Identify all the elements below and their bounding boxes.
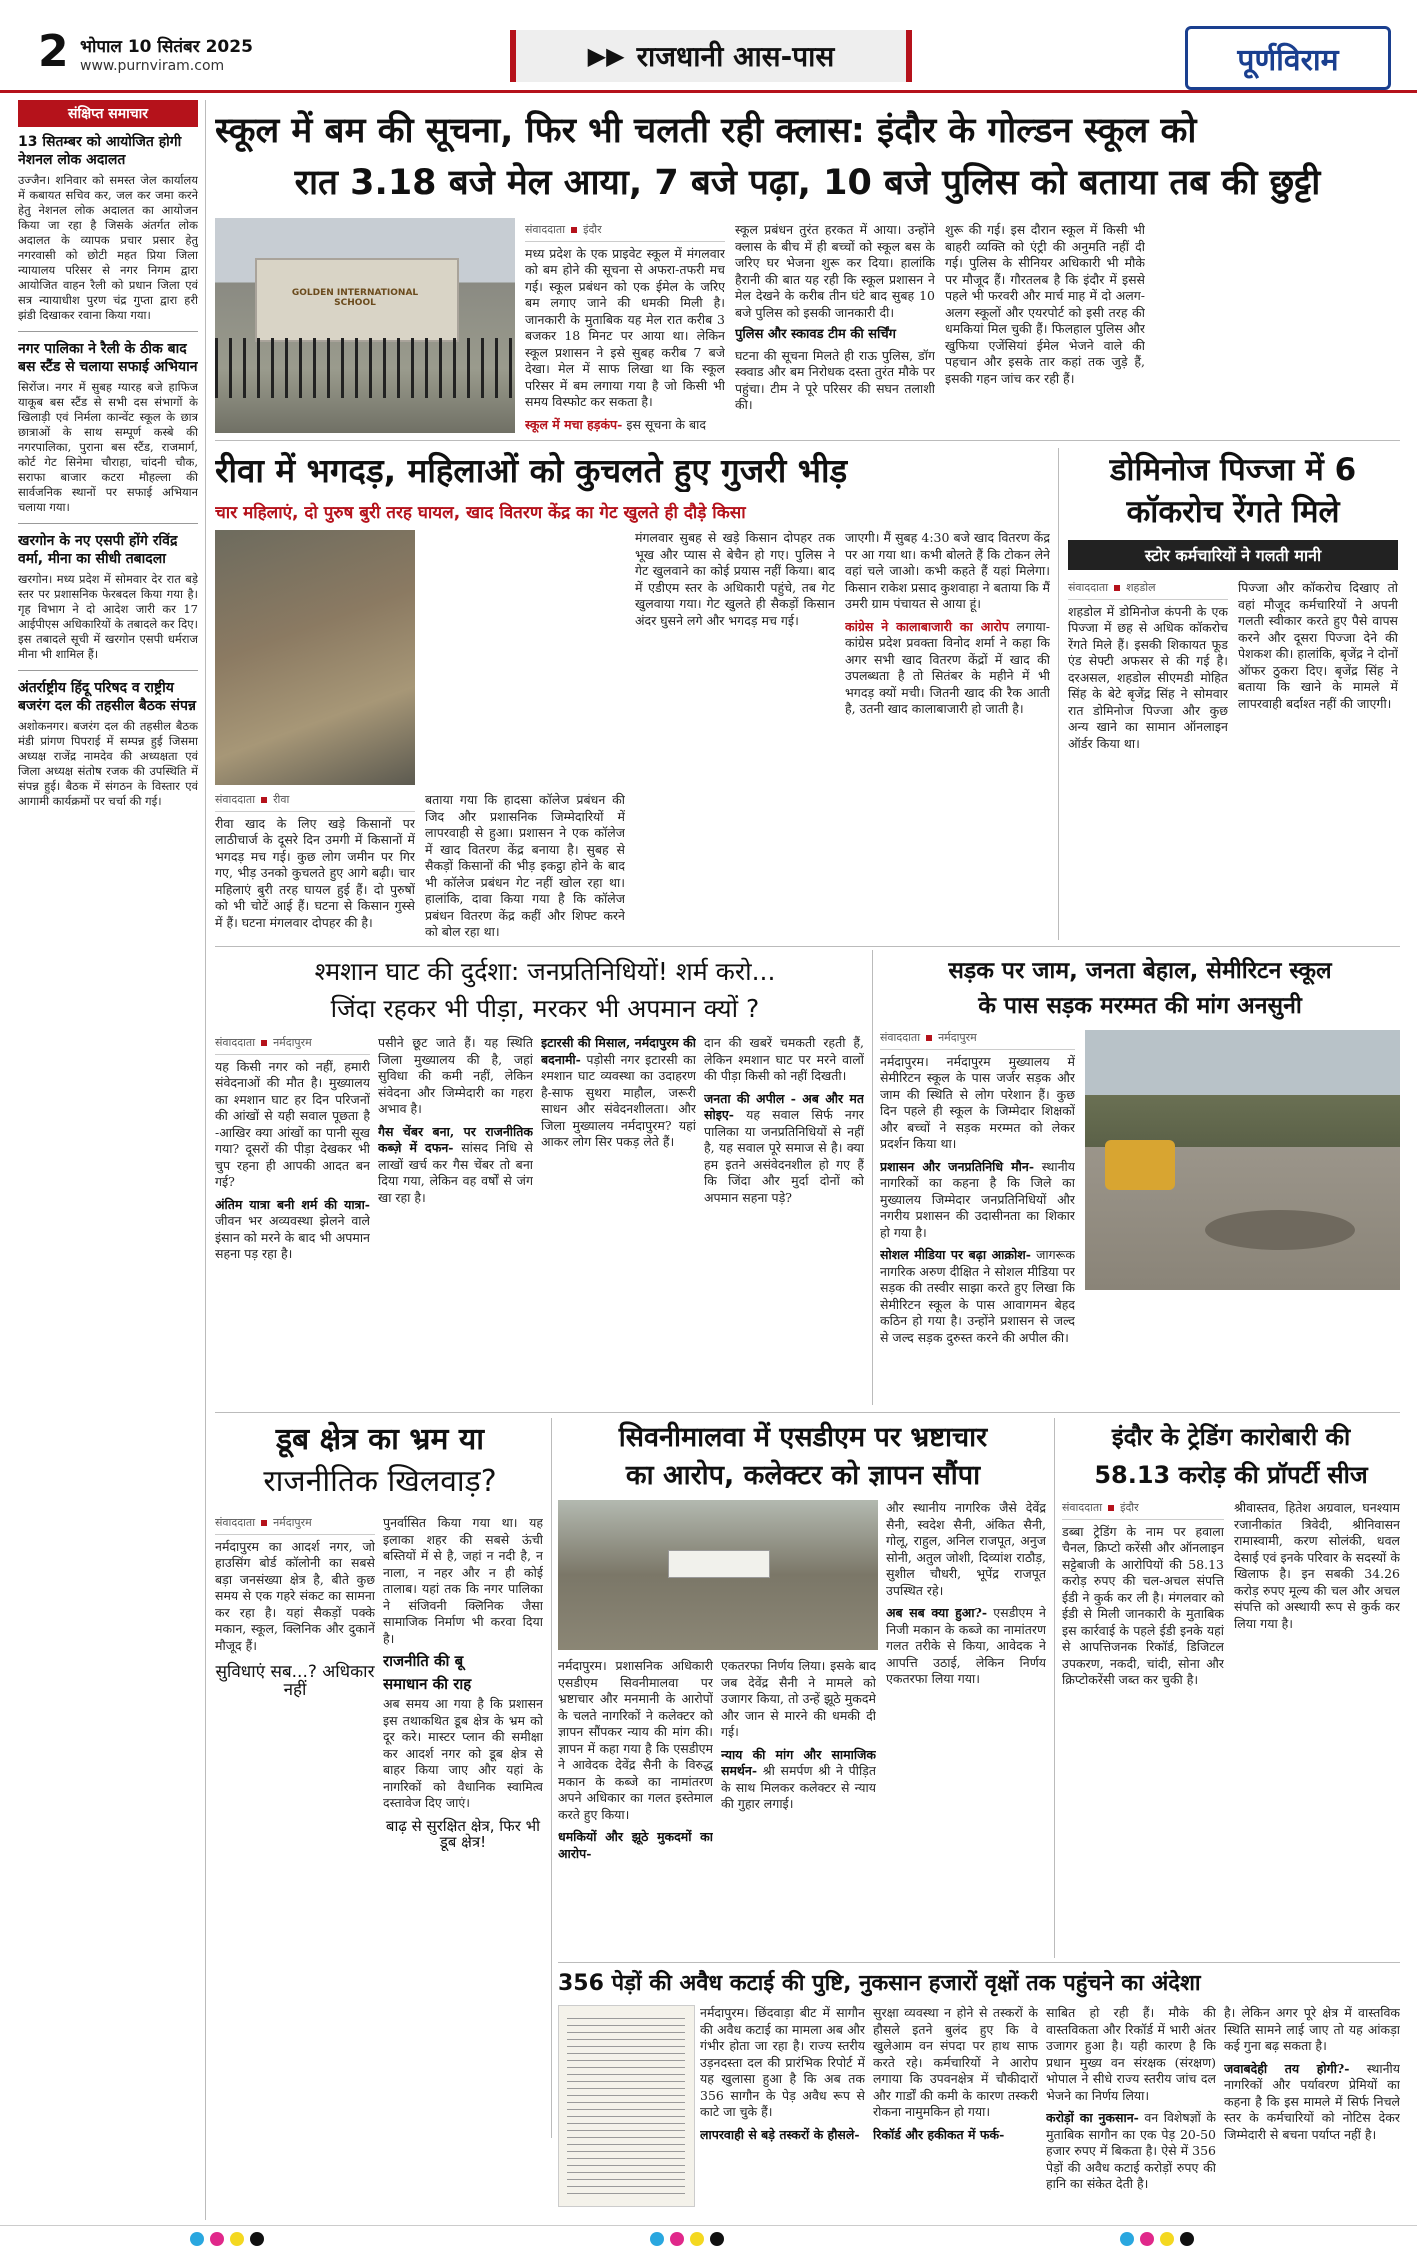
byline: संवाददाता इंदौर (525, 222, 725, 242)
paragraph: सांसद निधि से लाखों खर्च कर गैस चेंबर तो बना दिया गया, लेकिन वह वर्षों से जंग खा रहा है। (378, 1140, 533, 1205)
brand-logo (1185, 26, 1391, 90)
doob-col-2 (383, 1515, 543, 2215)
divider (18, 331, 198, 332)
masthead (0, 0, 1417, 93)
paragraph: नर्मदापुरम का आदर्श नगर, जो हाउसिंग बोर्ड कॉलोनी का सबसे बड़ा जनसंख्या क्षेत्र है, बीते कुछ समय से एक गहरे संकट का सामना कर रहा है। यहां सैकड़ों पक्के मकान, स्कूल, क्लिनिक और दुकानें मौजूद हैं। (215, 1538, 375, 1653)
paragraph: जाएगी। मैं सुबह 4:30 बजे खाद वितरण केंद्र पर आ गया था। कभी बोलते हैं कि टोकन लेने वहां चले जाओ। कभी कहते हैं यहां मिलेगा। किसान राकेश प्रसाद कुशवाहा ने बताया कि मैं उमरी ग्राम पंचायत से आया हूं। (845, 530, 1050, 611)
subhead: सोशल मीडिया पर बढ़ा आक्रोश- (880, 1247, 1031, 1262)
subhead: करोड़ों का नुकसान- (1046, 2110, 1139, 2125)
paragraph: एसडीएम ने निजी मकान के कब्जे का नामांतरण गलत तरीके से किया, आवेदक ने आपत्ति उठाई, लेकिन निर्णय एकतरफा लिया गया। (886, 1605, 1046, 1686)
doob-headline-line-1: डूब क्षेत्र का भ्रम या (275, 1422, 485, 1457)
brief-title: नगर पालिका ने रैली के ठीक बाद बस स्टैंड से चलाया सफाई अभियान (18, 341, 198, 375)
subhead: स्कूल में मचा हड़कंप- (525, 416, 623, 432)
school-sign: GOLDEN INTERNATIONAL SCHOOL (291, 288, 419, 308)
paragraph: है। लेकिन अगर पूरे क्षेत्र में वास्तविक स्थिति सामने लाई जाए तो यह आंकड़ा कई गुना बढ़ सकता है। (1224, 2005, 1400, 2053)
registration-mark-yellow (1160, 2232, 1174, 2246)
paragraph: यह सवाल सिर्फ नगर पालिका या जनप्रतिनिधियों से नहीं है, यह सवाल पूरे समाज से है। क्या हम इतने असंवेदनशील हो गए हैं कि जिंदा और मुर्दा दोनों को अपमान सहना पड़े? (704, 1107, 864, 1205)
dominos-headline-line-2: कॉकरोच रेंगते मिले (1126, 494, 1340, 530)
trees-headline: 356 पेड़ों की अवैध कटाई की पुष्टि, नुकसान हजारों वृक्षों तक पहुंचने का अंदेशा (558, 1971, 1201, 1996)
doob-headline-line-2: राजनीतिक खिलवाड़? (263, 1464, 497, 1499)
protest-banner (668, 1550, 770, 1578)
subhead: अंतिम यात्रा बनी शर्म की यात्रा- (215, 1196, 370, 1212)
paragraph: लगाया- कांग्रेस प्रदेश प्रवक्ता विनोद शर्मा ने कहा कि अगर सभी खाद वितरण केंद्रों में खाद की उपलब्धता है तो सितंबर के महीने में भी भगदड़ क्यों मची। जितनी खाद की रैक आती है, उतनी खाद कालाबाजारी हो जाती है। (845, 618, 1050, 716)
divider (558, 1962, 1400, 1963)
doob-callout-footer: बाढ़ से सुरक्षित क्षेत्र, फिर भी डूब क्षेत्र! (385, 1816, 541, 1851)
dominos-col-1 (1068, 580, 1228, 938)
rewa-col-2 (425, 792, 625, 942)
subhead: न्याय की मांग और सामाजिक समर्थन- (721, 1746, 876, 1778)
registration-mark-yellow (690, 2232, 704, 2246)
subhead: रिकॉर्ड और हकीकत में फर्क- (873, 2126, 1005, 2142)
subhead: जनता की अपील - अब और मत सोइए- (704, 1090, 864, 1122)
sadak-col-1 (880, 1030, 1075, 1405)
dominos-col-2 (1238, 580, 1398, 938)
rewa-photo-injured-women (215, 530, 415, 785)
paragraph: मध्य प्रदेश के एक प्राइवेट स्कूल में मंगलवार को बम होने की सूचना से अफरा-तफरी मच गई। स्कूल प्रबंधन को एक ईमेल के जरिए बम लगाए जाने की धमकी मिली है। जानकारी के मुताबिक यह मेल रात करीब 3 बजकर 18 मिनट पर आया था। लेकिन स्कूल प्रशासन ने इसे सुबह करीब 7 बजे देखा। मेल में साफ लिखा था कि स्कूल परिसर में बम लगाया गया है जो किसी भी समय विस्फोट कर सकता है। (525, 245, 725, 409)
lead-headline-line-1: स्कूल में बम की सूचना, फिर भी चलती रही क्लास: इंदौर के गोल्डन स्कूल को (215, 111, 1197, 151)
lead-headline-line-2: रात 3.18 बजे मेल आया, 7 बजे पढ़ा, 10 बजे पुलिस को बताया तब की छुट्टी (294, 163, 1321, 203)
column-rule (872, 950, 873, 1405)
column-rule (1054, 1418, 1055, 1958)
subhead: पुलिस और स्कावड टीम की सर्चिंग (735, 327, 896, 342)
lead-story-col-2 (735, 222, 935, 434)
paragraph: साबित हो रही हैं। मौके की वास्तविकता और रिकॉर्ड में भारी अंतर उजागर हुआ है। यही कारण है कि प्रधान मुख्य वन संरक्षक (संरक्षण) भोपाल ने सीधे राज्य स्तरीय जांच दल भेजने का निर्णय लिया। (1046, 2005, 1216, 2103)
subhead: समाधान की राह (383, 1674, 472, 1693)
rewa-col-4 (845, 530, 1050, 940)
sivni-photo-memorandum-group (558, 1500, 878, 1650)
shamshan-col-1 (215, 1035, 370, 1405)
paragraph: नर्मदापुरम। छिंदवाड़ा बीट में सागौन की अवैध कटाई का मामला अब और गंभीर होता जा रहा है। राज्य स्तरीय उड़नदस्ता दल की प्रारंभिक रिपोर्ट में यह खुलासा हुआ है कि अब तक 356 सागौन के पेड़ अवैध रूप से काटे जा चुके हैं। (700, 2005, 865, 2119)
paragraph: वन विशेषज्ञों के मुताबिक सागौन का एक पेड़ 20-50 हजार रुपए में बिकता है। ऐसे में 356 पेड़ों की अवैध कटाई करोड़ों रुपए की हानि का संकेत देती है। (1046, 2110, 1216, 2191)
paragraph: सुरक्षा व्यवस्था न होने से तस्करों के हौसले इतने बुलंद हुए कि वे खुलेआम वन संपदा पर हाथ साफ करते रहे। कर्मचारियों ने आरोप लगाया कि उपवनक्षेत्र में चौकीदारों और गार्डों की कमी के कारण तस्करी रोकना नामुमकिन हो गया। (873, 2005, 1038, 2119)
dominos-headline-line-1: डोमिनोज पिज्जा में 6 (1109, 452, 1357, 488)
subhead: इटारसी की मिसाल, नर्मदापुरम की बदनामी- (541, 1035, 696, 1067)
sadak-headline-line-1: सड़क पर जाम, जनता बेहाल, सेमीरिटन स्कूल (948, 958, 1332, 984)
doob-col-1 (215, 1515, 375, 2215)
sadak-headline-line-2: के पास सड़क मरम्मत की मांग अनसुनी (978, 993, 1302, 1019)
divider (215, 1412, 1400, 1413)
sidebar-news-briefs (18, 100, 198, 2220)
subhead: अब सब क्या हुआ?- (886, 1605, 988, 1620)
trees-col-2 (873, 2005, 1038, 2215)
divider (215, 946, 1400, 947)
paragraph: पिज्जा और कॉकरोच दिखाए तो वहां मौजूद कर्मचारियों ने अपनी गलती स्वीकार करते हुए पैसे वापस करने और दूसरा पिज्जा देने की पेशकश की। हालांकि, बृजेंद्र ने दोनों ऑफर ठुकरा दिए। बृजेंद्र सिंह ने बताया कि खाने के मामले में लापरवाही बर्दाश्त नहीं की जाएगी। (1238, 580, 1398, 711)
rewa-col-1 (215, 792, 415, 942)
paragraph: नर्मदापुरम। नर्मदापुरम मुख्यालय में सेमीरिटन स्कूल के पास जर्जर सड़क और जाम की स्थिति से लोग परेशान हैं। कुछ दिन पहले ही स्कूल के जिम्मेदार शिक्षकों और बच्चों ने सड़क मरम्मत को लेकर प्रदर्शन किया था। (880, 1053, 1075, 1151)
registration-mark-black (250, 2232, 264, 2246)
shamshan-col-2 (378, 1035, 533, 1405)
subhead: धमकियों और झूठे मुकदमों का आरोप- (558, 1829, 713, 1861)
registration-mark-black (710, 2232, 724, 2246)
brief-title: 13 सितम्बर को आयोजित होगी नेशनल लोक अदालत (18, 134, 182, 168)
paragraph: पड़ोसी नगर इटारसी का श्मशान घाट व्यवस्था का उदाहरण है-साफ सुथरा माहौल, जरूरी साधन और संवेदनशीलता। और जिला मुख्यालय नर्मदापुरम? यहां आकर लोग सिर पकड़ लेते हैं। (541, 1051, 696, 1149)
paragraph: पसीने छूट जाते हैं। यह स्थिति जिला मुख्यालय की है, जहां सुविधा की कमी नहीं, लेकिन संवेदना और जिम्मेदारी का गहरा अभाव है। (378, 1035, 533, 1116)
road-vehicle (1105, 1140, 1175, 1190)
paragraph: जीवन भर अव्यवस्था झेलने वाले इंसान को मरने के बाद भी अपमान सहना पड़ रहा है। (215, 1213, 370, 1261)
shamshan-headline-line-2: जिंदा रहकर भी पीड़ा, मरकर भी अपमान क्यों ? (330, 994, 760, 1023)
byline: संवाददाता नर्मदापुरम (215, 1035, 370, 1055)
paragraph: स्कूल प्रबंधन तुरंत हरकत में आया। उन्होंने क्लास के बीच में ही बच्चों को स्कूल बस के जरिए घर भेजना शुरू कर दिया। हालांकि हैरानी की बात यह रही कि स्कूल प्रशासन ने मेल देखने के करीब तीन घंटे बाद सुबह 10 बजे पुलिस को इसकी जानकारी दी। (735, 222, 935, 320)
paragraph: श्रीवास्तव, हितेश अग्रवाल, घनश्याम रजानीकांत त्रिवेदी, श्रीनिवासन रामास्वामी, करण सोलंकी, धवल देसाई एवं इनके परिवार के सदस्यों के खिलाफ है। इन सबकी 34.26 करोड़ रुपए मूल्य की चल और अचल संपत्ति को अस्थायी रूप से कुर्क कर लिया गया है। (1234, 1500, 1400, 1631)
trees-col-3 (1046, 2005, 1216, 2215)
callout: सुविधाएं सब...? अधिकार नहीं (215, 1662, 375, 1700)
paragraph: श्री समर्पण श्री ने पीड़ित के साथ मिलकर कलेक्टर से न्याय की गुहार लगाई। (721, 1763, 876, 1811)
paragraph: एकतरफा निर्णय लिया। इसके बाद जब देवेंद्र सैनी ने मामले को उजागर किया, तो उन्हें झूठे मुकदमे और जान से मारने की धमकी दी गई। (721, 1658, 876, 1739)
brief-item (18, 679, 198, 809)
date-line: भोपाल 10 सितंबर 2025 (80, 37, 253, 57)
brief-body: सिरोंज। नगर में सुबह ग्यारह बजे हाफिज याकूब बस स्टैंड से सभी दस संभागों के खिलाड़ी एवं निर्मला कान्वेंट स्कूल के छात्र छात्राओं के साथ सम्पूर्ण कस्बे की नगरपालिका, पुराना बस स्टैंड, राजमार्ग, कोर्ट गेट सिनेमा चौराहा, चांदनी चौक, सराफा बाजार कटरा मौहल्ला की सार्वजनिक स्थानों पर सफाई अभियान चलाया गया। (18, 380, 198, 514)
registration-mark-black (1180, 2232, 1194, 2246)
trees-photo-document (558, 2005, 695, 2207)
paragraph: स्थानीय नागरिकों और पर्यावरण प्रेमियों का कहना है कि इस मामले में सिर्फ निचले स्तर के कर्मचारियों को नोटिस देकर जिम्मेदारी से बचना पर्याप्त नहीं है। (1224, 2060, 1400, 2142)
shamshan-headline-line-1: श्मशान घाट की दुर्दशा: जनप्रतिनिधियों! शर्म करो... (314, 957, 776, 986)
subhead: गैस चेंबर बना, पर राजनीतिक कब्ज़े में दफन- (378, 1123, 533, 1155)
page-number: 2 (38, 26, 69, 77)
brief-item (18, 532, 198, 662)
trees-col-1 (700, 2005, 865, 2215)
sivni-headline-line-2: का आरोप, कलेक्टर को ज्ञापन सौंपा (625, 1460, 981, 1491)
registration-mark-cyan (190, 2232, 204, 2246)
brief-body: खरगोन। मध्य प्रदेश में सोमवार देर रात बड़े स्तर पर प्रशासनिक फेरबदल किया गया है। गृह विभाग ने दो आदेश जारी कर 17 आईपीएस अधिकारियों के तबादले कर दिए। इस तबादले सूची में खरगोन एसपी धर्मराज मीना भी शामिल हैं। (18, 572, 198, 661)
doob-callout-box (215, 1664, 375, 1699)
column-rule (551, 1418, 552, 2138)
byline: संवाददाता इंदौर (1062, 1500, 1224, 1520)
subhead: प्रशासन और जनप्रतिनिधि मौन- (880, 1158, 1035, 1174)
paragraph: पुनर्वासित किया गया था। यह इलाका शहर की सबसे ऊंची बस्तियों में से है, जहां न नदी है, न नाला, न नहर और न ही कोई तालाब। यहां तक कि नगर पालिका ने संजिवनी क्लिनिक जैसा सामाजिक निर्माण भी करवा दिया है। (383, 1515, 543, 1646)
sidebar-header: संक्षिप्त समाचार (18, 100, 198, 127)
registration-mark-magenta (210, 2232, 224, 2246)
brand-name: पूर्णविराम (1237, 42, 1339, 78)
paragraph: नर्मदापुरम। प्रशासनिक अधिकारी एसडीएम सिवनीमालवा पर भ्रष्टाचार और मनमानी के आरोपों के चलते नागरिकों ने कलेक्टर को ज्ञापन सौंपकर न्याय की मांग की। ज्ञापन में कहा गया है कि एसडीएम ने आवेदक देवेंद्र सैनी के विरुद्ध मकान के कब्जे का नामांतरण अपने अधिकार का गलत इस्तेमाल करते हुए किया। (558, 1658, 713, 1822)
footer-bar (0, 2225, 1417, 2252)
column-rule (1058, 448, 1059, 940)
sivni-headline-line-1: सिवनीमालवा में एसडीएम पर भ्रष्टाचार (618, 1422, 988, 1453)
dominos-subhead: स्टोर कर्मचारियों ने गलती मानी (1144, 546, 1322, 565)
gate-bars (215, 338, 515, 398)
brief-body: उज्जैन। शनिवार को समस्त जेल कार्यालय में कबायत सचिव कर, जल कर जमा करने हेतु नेशनल लोक अदालत का आयोजन किया जा रहा है जिसके अंतर्गत लोक अदालत के व्यापक प्रचार प्रसार हेतु नगरवासी को छोटी महत प्रिया जिला न्यायालय परिसर से नगर निगम द्वारा आयोजित वाहन रैली को प्रधान जिला एवं सत्र न्यायाधीश पुरण चंद्र गुप्ता द्वारा हरी झंडी दिखाकर रवाना किया गया। (18, 173, 198, 322)
section-title: राजधानी आस-पास (636, 40, 835, 73)
indore-col-2 (1234, 1500, 1400, 1955)
indore-headline-line-2: 58.13 करोड़ की प्रॉपर्टी सीज (1094, 1461, 1368, 1489)
brief-item (18, 133, 198, 323)
byline: संवाददाता शहडोल (1068, 580, 1228, 600)
subhead: कांग्रेस ने कालाबाजारी का आरोप (845, 618, 1009, 634)
lead-story-col-3 (945, 222, 1145, 434)
registration-mark-magenta (670, 2232, 684, 2246)
brief-title: खरगोन के नए एसपी होंगे रविंद्र वर्मा, मीना का सीधी तबादला (18, 533, 178, 567)
paragraph: मंगलवार सुबह से खड़े किसान दोपहर तक भूख और प्यास से बेचैन हो गए। पुलिस ने गेट खुलवाने का कोई प्रयास नहीं किया। बाद में एडीएम स्तर के अधिकारी पहुंचे, तब गेट खुलवाया गया। गेट खुलते ही सैकड़ों किसान अंदर घुसने लगे और भगदड़ मच गई। (635, 530, 835, 628)
lead-story-col-1 (525, 222, 725, 434)
registration-mark-cyan (650, 2232, 664, 2246)
paragraph: शुरू की गई। इस दौरान स्कूल में किसी भी बाहरी व्यक्ति को एंट्री की अनुमति नहीं दी गई। पुलिस के सीनियर अधिकारी भी मौके पर मौजूद हैं। गौरतलब है कि इंदौर में इससे पहले भी फरवरी और मार्च माह में दो अलग-अलग स्कूलों और एयरपोर्ट को इसी तरह की धमकियां मिल चुकी हैं। फिलहाल पुलिस और खुफिया एजेंसियां ईमेल भेजने वाले की पहचान और इसके तार कहां तक जुड़े हैं, इसकी गहन जांच कर रही हैं। (945, 222, 1145, 386)
paragraph: रीवा खाद के लिए खड़े किसानों पर लाठीचार्ज के दूसरे दिन उमगी में किसानों में भगदड़ मच गई। कुछ लोग जमीन पर गिर गए, भीड़ उनको कुचलते हुए आगे बढ़ी। चार महिलाएं बुरी तरह घायल हुई हैं। दो पुरुषों को भी चोटें आई हैं। घटना से किसान गुस्से में हैं। घटना मंगलवार दोपहर की है। (215, 815, 415, 930)
column-rule (205, 100, 206, 2220)
paragraph: घटना की सूचना मिलते ही राऊ पुलिस, डॉग स्क्वाड और बम निरोधक दस्ता तुरंत मौके पर पहुंचा। टीम ने पूरे परिसर की सघन तलाशी की। (735, 347, 935, 412)
double-chevron-icon: ▶▶ (587, 42, 625, 70)
paragraph: बताया गया कि हादसा कॉलेज प्रबंधन की जिद और प्रशासनिक जिम्मेदारियों में लापरवाही से हुआ। प्रशासन ने एक कॉलेज में खाद वितरण केंद्र बनाया है। सुबह से सैकड़ों किसानों की भीड़ इकट्ठा होने के बाद भी कॉलेज प्रबंधन गेट नहीं खोल रहा था। हालांकि, दावा किया गया है कि कॉलेज प्रबंधन वितरण केंद्र कहीं और शिफ्ट करने को बोल रहा था। (425, 792, 625, 939)
document-lines (567, 2018, 685, 2194)
byline: संवाददाता नर्मदापुरम (215, 1515, 375, 1535)
paragraph: यह किसी नगर को नहीं, हमारी संवेदनाओं की मौत है। मुख्यालय का श्मशान घाट हर दिन परिजनों की आंखों से यही सवाल पूछता है -आखिर क्या आंखों का पानी सूख गया? दूसरों की पीड़ा देखकर भी चुप रहना ही आपकी आदत बन गई? (215, 1058, 370, 1189)
sadak-photo-damaged-road (1085, 1030, 1400, 1290)
rewa-headline: रीवा में भगदड़, महिलाओं को कुचलते हुए गुजरी भीड़ (215, 451, 848, 490)
shamshan-col-3 (541, 1035, 696, 1405)
registration-mark-cyan (1120, 2232, 1134, 2246)
divider (215, 440, 1400, 441)
indore-headline-line-1: इंदौर के ट्रेडिंग कारोबारी की (1111, 1423, 1351, 1451)
section-banner (510, 30, 912, 82)
paragraph: डब्बा ट्रेडिंग के नाम पर हवाला चैनल, क्रिप्टो करेंसी और ऑनलाइन सट्टेबाजी के आरोपियों की 58.13 करोड़ रुपए की चल-अचल संपत्ति ईडी ने कुर्क कर ली है। मंगलवार को ईडी से मिली जानकारी के मुताबिक इस कार्रवाई के पहले ईडी इनके यहां से आपत्तिजनक रिकॉर्ड, डिजिटल उपकरण, नकदी, चांदी, सोना और क्रिप्टोकरेंसी जब्त कर चुकी है। (1062, 1523, 1224, 1687)
rewa-subhead: चार महिलाएं, दो पुरुष बुरी तरह घायल, खाद वितरण केंद्र का गेट खुलते ही दौड़े किसा (215, 503, 746, 523)
registration-mark-magenta (1140, 2232, 1154, 2246)
website[interactable]: www.purnviram.com (80, 58, 225, 74)
paragraph: और स्थानीय नागरिक जैसे देवेंद्र सैनी, स्वदेश सैनी, अंकित सैनी, गोलू, राहुल, अनिल राजपूत, अनुज सोनी, अतुल जोशी, दिव्यांश राठौड़, सुशील चौधरी, भूपेंद्र राजपूत उपस्थित रहे। (886, 1500, 1046, 1598)
paragraph: दान की खबरें चमकती रहती हैं, लेकिन श्मशान घाट पर मरने वालों की पीड़ा किसी को नहीं दिखती। (704, 1035, 864, 1083)
paragraph: शहडोल में डोमिनोज कंपनी के एक पिज्जा में छह से अधिक कॉकरोच रेंगते मिले हैं। इसकी शिकायत फूड एंड सेफ्टी अफसर से की गई है। दरअसल, शहडोल सीएमडी मोहित सिंह के बेटे बृजेंद्र सिंह ने सोमवार रात डोमिनोज पिज्जा और कुछ अन्य खाने का सामान ऑनलाइन ऑर्डर किया था। (1068, 603, 1228, 751)
rewa-col-3 (635, 530, 835, 940)
brief-item (18, 340, 198, 515)
subhead: राजनीति की बू (383, 1652, 464, 1670)
lead-photo-school-gate (215, 218, 515, 433)
paragraph: स्थानीय नागरिकों का कहना है कि जिले का मुख्यालय जिम्मेदार जनप्रतिनिधियों और नगरीय प्रशासन की उदासीनता का शिकार हो गया है। (880, 1158, 1075, 1240)
paragraph: इस सूचना के बाद (626, 416, 707, 432)
divider (18, 523, 198, 524)
shamshan-col-4 (704, 1035, 864, 1405)
subhead: लापरवाही से बड़े तस्करों के हौसले- (700, 2126, 860, 2142)
subhead: जवाबदेही तय होगी?- (1224, 2060, 1350, 2076)
dominos-subhead-band (1068, 540, 1398, 570)
trees-col-4 (1224, 2005, 1400, 2215)
brief-body: अशोकनगर। बजरंग दल की तहसील बैठक मंडी प्रांगण पिपराई में सम्पन्न हुई जिसमा अध्यक्ष राजेंद्र नामदेव की अध्यक्षता एवं जिला अध्यक्ष संतोष रजक की उपस्थिति में संपन्न हुई। बैठक में संगठन के विस्तार एवं आगामी कार्यक्रमों पर चर्चा की गई। (18, 719, 198, 808)
byline: संवाददाता रीवा (215, 792, 415, 812)
indore-col-1 (1062, 1500, 1224, 1955)
byline: संवाददाता नर्मदापुरम (880, 1030, 1075, 1050)
divider (18, 670, 198, 671)
road-potholes (1205, 1210, 1355, 1250)
paragraph: अब समय आ गया है कि प्रशासन इस तथाकथित डूब क्षेत्र के भ्रम को दूर करे। मास्टर प्लान की समीक्षा कर आदर्श नगर को डूब क्षेत्र से बाहर किया जाए और यहां के नागरिकों को वैधानिक स्वामित्व दस्तावेज दिए जाएं। (383, 1696, 543, 1810)
paragraph: जागरूक नागरिक अरुण दीक्षित ने सोशल मीडिया पर सड़क की तस्वीर साझा करते हुए लिखा कि सेमीरिटन स्कूल के पास आवागमन बेहद कठिन हो गया है। उन्होंने प्रशासन से जल्द से जल्द सड़क दुरुस्त करने की अपील की। (880, 1247, 1075, 1345)
registration-mark-yellow (230, 2232, 244, 2246)
brief-title: अंतर्राष्ट्रीय हिंदू परिषद व राष्ट्रीय बजरंग दल की तहसील बैठक संपन्न (18, 680, 196, 714)
